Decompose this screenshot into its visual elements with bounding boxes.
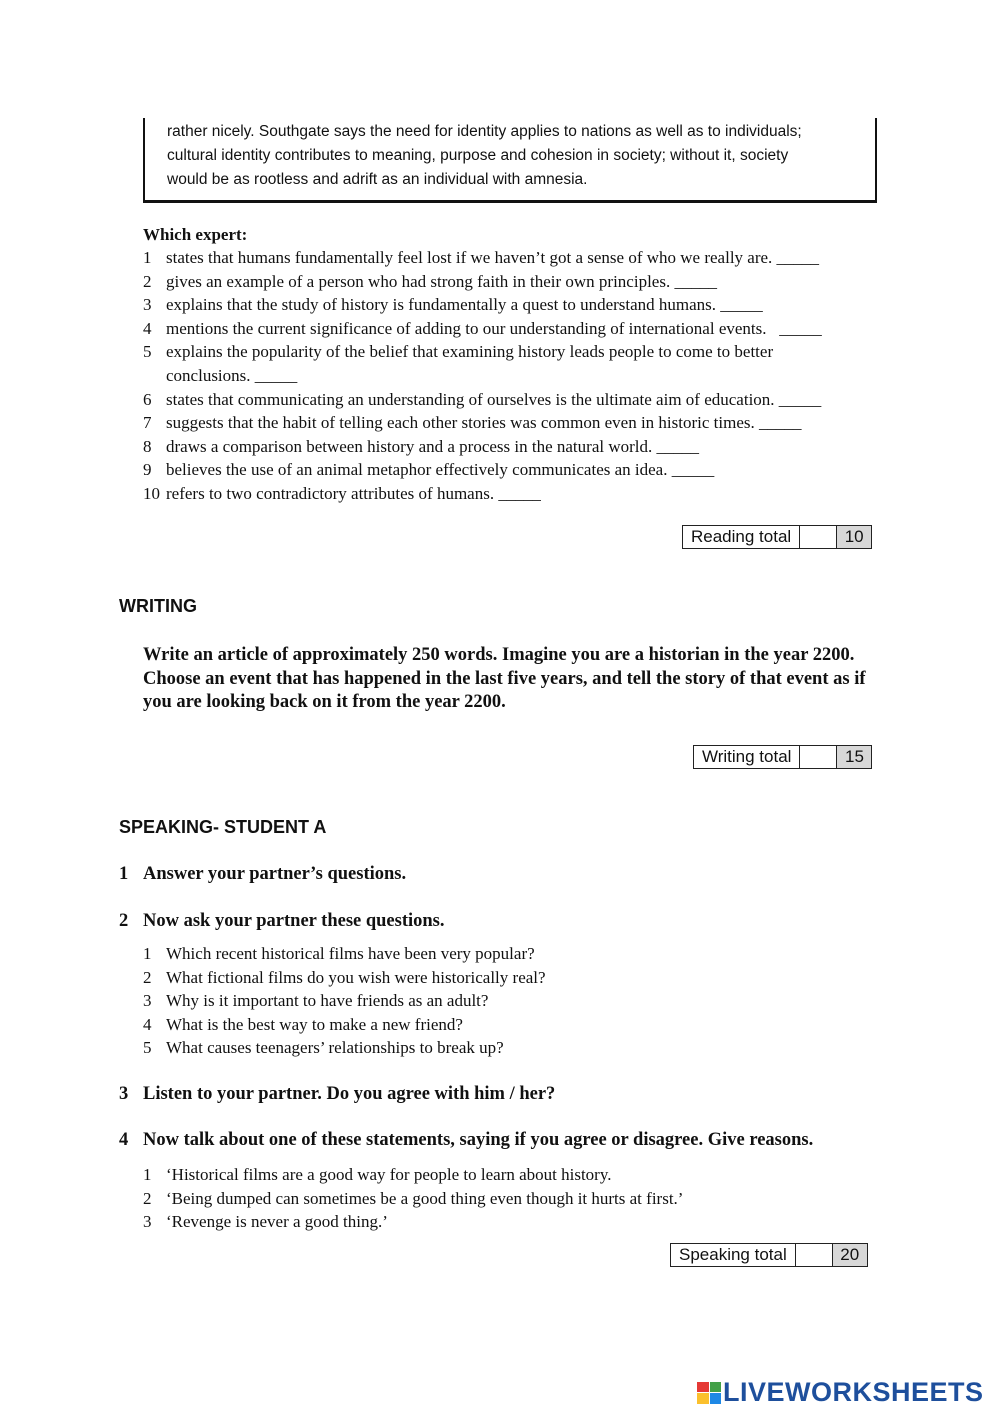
item-number: 4: [119, 1130, 129, 1150]
speaking-question-1: [119, 864, 406, 885]
list-item: [143, 293, 883, 317]
question-text: explains that the study of history is fundamentally a quest to understand humans. _____: [166, 295, 763, 315]
item-number: 6: [143, 389, 152, 409]
brand-name: LIVEWORKSHEETS: [723, 1377, 984, 1407]
excerpt-line-1: rather nicely. Southgate says the need for identity applies to nations as well as to individuals;: [167, 123, 802, 140]
item-number: 2: [143, 271, 152, 291]
question-text: What is the best way to make a new friend?: [166, 1014, 463, 1034]
item-number: 1: [143, 1165, 152, 1184]
speaking-total-max: 20: [833, 1244, 867, 1266]
writing-score-field[interactable]: [800, 746, 837, 768]
question-text: believes the use of an animal metaphor effectively communicates an idea. _____: [166, 460, 715, 480]
item-number: 5: [143, 342, 152, 362]
list-item: [143, 246, 883, 270]
question-text: gives an example of a person who had strong faith in their own principles. _____: [166, 271, 717, 291]
question-text: Why is it important to have friends as an adult?: [166, 991, 489, 1011]
question-text: refers to two contradictory attributes of humans. _____: [166, 483, 541, 503]
item-number: 3: [143, 295, 152, 315]
item-number: 8: [143, 436, 152, 456]
list-item: [143, 435, 883, 459]
reading-total-box: [682, 525, 872, 549]
item-number: 4: [143, 318, 152, 338]
excerpt-box: [143, 118, 877, 203]
list-item: [143, 340, 883, 387]
reading-total-label: Reading total: [683, 526, 800, 548]
item-number: 7: [143, 413, 152, 433]
list-item: [143, 989, 883, 1013]
question-text: Which recent historical films have been very popular?: [166, 944, 535, 963]
list-item: [143, 1013, 883, 1037]
writing-heading: WRITING: [119, 596, 197, 616]
writing-task: Write an article of approximately 250 words. Imagine you are a historian in the year 2200. Choose an event that has happened in the last five years, and tell the story of that event as if you are looking back on it from the year 2200.: [143, 645, 866, 712]
question-text: explains the popularity of the belief that examining history leads people to come to better conclusions. _____: [166, 342, 774, 385]
statement-text: ‘Historical films are a good way for people to learn about history.: [166, 1165, 612, 1184]
writing-total-box: [693, 745, 872, 769]
reading-question-list: [143, 246, 883, 506]
reading-score-field[interactable]: [800, 526, 837, 548]
item-number: 2: [119, 911, 129, 931]
liveworksheets-logo[interactable]: [697, 1377, 984, 1408]
list-item: [143, 482, 883, 506]
speaking-total-label: Speaking total: [671, 1244, 796, 1266]
item-number: 3: [143, 1212, 152, 1232]
item-number: 3: [143, 991, 152, 1011]
question-text: suggests that the habit of telling each other stories was common even in historic times. _____: [166, 413, 802, 433]
question-text: What fictional films do you wish were historically real?: [166, 967, 546, 987]
speaking-question-3: [119, 1084, 555, 1105]
speaking-q2-list: [143, 942, 883, 1060]
item-number: 2: [143, 967, 152, 987]
list-item: [143, 270, 883, 294]
list-item: [143, 317, 883, 341]
excerpt-line-2: cultural identity contributes to meaning, purpose and cohesion in society; without it, society: [167, 147, 789, 164]
reading-prompt: Which expert:: [143, 225, 248, 244]
speaking-question-2: [119, 911, 445, 932]
item-number: 3: [119, 1084, 129, 1104]
list-item: [143, 411, 883, 435]
list-item: [143, 458, 883, 482]
question-text: Now ask your partner these questions.: [143, 911, 445, 931]
speaking-heading: SPEAKING- STUDENT A: [119, 817, 327, 837]
list-item: [143, 1187, 883, 1211]
question-text: mentions the current significance of adding to our understanding of international events. _____: [166, 318, 822, 338]
list-item: [143, 388, 883, 412]
item-number: 1: [143, 248, 152, 267]
statement-text: ‘Being dumped can sometimes be a good thing even though it hurts at first.’: [166, 1188, 684, 1208]
speaking-score-field[interactable]: [796, 1244, 833, 1266]
excerpt-line-3: would be as rootless and adrift as an individual with amnesia.: [167, 171, 588, 188]
item-number: 2: [143, 1188, 152, 1208]
question-text: states that communicating an understanding of ourselves is the ultimate aim of education. _____: [166, 389, 822, 409]
question-text: Now talk about one of these statements, saying if you agree or disagree. Give reasons.: [143, 1130, 814, 1150]
question-text: Listen to your partner. Do you agree with him / her?: [143, 1084, 556, 1104]
list-item: [143, 1036, 883, 1060]
reading-total-max: 10: [837, 526, 871, 548]
item-number: 1: [119, 864, 129, 884]
item-number: 1: [143, 944, 152, 963]
speaking-total-box: [670, 1243, 868, 1267]
speaking-q4-list: [143, 1163, 883, 1234]
list-item: [143, 1210, 883, 1234]
writing-total-label: Writing total: [694, 746, 800, 768]
speaking-question-4: [119, 1130, 813, 1151]
item-number: 9: [143, 460, 152, 480]
item-number: 4: [143, 1014, 152, 1034]
list-item: [143, 1163, 883, 1187]
list-item: [143, 966, 883, 990]
statement-text: ‘Revenge is never a good thing.’: [166, 1212, 388, 1232]
question-text: draws a comparison between history and a process in the natural world. _____: [166, 436, 699, 456]
liveworksheets-logo-icon: [697, 1382, 721, 1404]
item-number: 10: [143, 483, 160, 503]
writing-total-max: 15: [837, 746, 871, 768]
list-item: [143, 942, 883, 966]
question-text: Answer your partner’s questions.: [143, 864, 407, 884]
question-text: states that humans fundamentally feel lost if we haven’t got a sense of who we really are. _____: [166, 248, 820, 267]
item-number: 5: [143, 1038, 152, 1058]
question-text: What causes teenagers’ relationships to break up?: [166, 1038, 504, 1058]
